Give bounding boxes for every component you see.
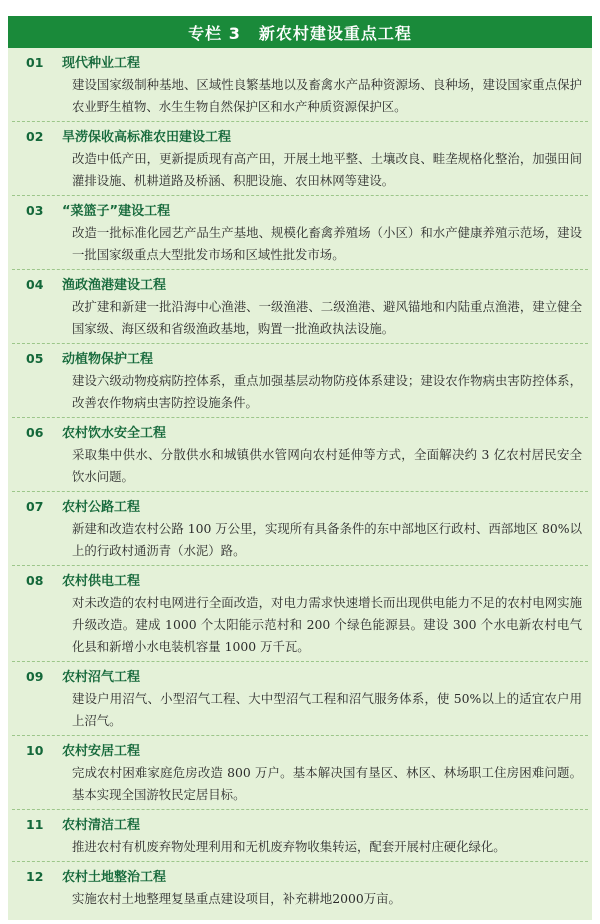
item-title: 渔政渔港建设工程 xyxy=(62,278,167,293)
feature-box xyxy=(8,16,592,920)
item-number: 03 xyxy=(26,203,44,218)
item-number: 05 xyxy=(26,351,44,366)
item-title: 农村安居工程 xyxy=(62,744,141,759)
box-title: 新农村建设重点工程 xyxy=(258,23,412,43)
item-number: 12 xyxy=(26,869,44,884)
item-description: 建设六级动物疫病防控体系，重点加强基层动物防疫体系建设；建设农作物病虫害防控体系，改善农作物病虫害防控设施条件。 xyxy=(72,373,582,410)
list-item xyxy=(12,48,588,122)
item-title: 农村供电工程 xyxy=(62,574,141,589)
list-item xyxy=(12,810,588,862)
item-title: “菜篮子”建设工程 xyxy=(62,204,171,219)
box-header xyxy=(8,16,592,48)
list-item xyxy=(12,566,588,662)
list-item xyxy=(12,344,588,418)
item-description: 完成农村困难家庭危房改造 800 万户。基本解决国有垦区、林区、林场职工住房困难问题。基本实现全国游牧民定居目标。 xyxy=(72,765,582,802)
list-item xyxy=(12,862,588,913)
item-title: 农村饮水安全工程 xyxy=(62,426,167,441)
item-description: 采取集中供水、分散供水和城镇供水管网向农村延伸等方式，全面解决约 3 亿农村居民安全饮水问题。 xyxy=(72,447,582,484)
list-item xyxy=(12,736,588,810)
item-title: 动植物保护工程 xyxy=(62,352,154,367)
list-item xyxy=(12,122,588,196)
item-number: 10 xyxy=(26,743,44,758)
item-description: 对未改造的农村电网进行全面改造，对电力需求快速增长而出现供电能力不足的农村电网实施升级改造。建成 1000 个太阳能示范村和 200 个绿色能源县。建设 300 个水电新农村电气化县和新增小水电装机容量 1000 万千瓦。 xyxy=(72,595,582,654)
project-list xyxy=(8,48,592,913)
item-number: 08 xyxy=(26,573,44,588)
item-number: 07 xyxy=(26,499,44,514)
item-title: 现代种业工程 xyxy=(62,56,141,71)
item-number: 04 xyxy=(26,277,44,292)
item-description: 建设国家级制种基地、区域性良繁基地以及畜禽水产品种资源场、良种场，建设国家重点保护农业野生植物、水生生物自然保护区和水产种质资源保护区。 xyxy=(72,77,582,114)
item-title: 农村沼气工程 xyxy=(62,670,141,685)
item-description: 改造一批标准化园艺产品生产基地、规模化畜禽养殖场（小区）和水产健康养殖示范场，建设一批国家级重点大型批发市场和区域性批发市场。 xyxy=(72,225,582,262)
item-number: 06 xyxy=(26,425,44,440)
item-title: 旱涝保收高标准农田建设工程 xyxy=(62,130,232,145)
list-item xyxy=(12,662,588,736)
item-title: 农村清洁工程 xyxy=(62,818,141,833)
item-number: 01 xyxy=(26,55,44,70)
list-item xyxy=(12,196,588,270)
item-description: 改造中低产田，更新提质现有高产田，开展土地平整、土壤改良、畦垄规格化整治，加强田间灌排设施、机耕道路及桥涵、积肥设施、农田林网等建设。 xyxy=(72,151,582,188)
item-number: 09 xyxy=(26,669,44,684)
item-description: 建设户用沼气、小型沼气工程、大中型沼气工程和沼气服务体系，使 50%以上的适宜农户用上沼气。 xyxy=(72,691,582,728)
item-number: 11 xyxy=(26,817,44,832)
list-item xyxy=(12,492,588,566)
item-description: 新建和改造农村公路 100 万公里，实现所有具备条件的东中部地区行政村、西部地区 80%以上的行政村通沥青（水泥）路。 xyxy=(72,521,582,558)
item-title: 农村公路工程 xyxy=(62,500,141,515)
item-title: 农村土地整治工程 xyxy=(62,870,167,885)
list-item xyxy=(12,270,588,344)
item-description: 改扩建和新建一批沿海中心渔港、一级渔港、二级渔港、避风锚地和内陆重点渔港，建立健全国家级、海区级和省级渔政基地，购置一批渔政执法设施。 xyxy=(72,299,582,336)
item-description: 推进农村有机废弃物处理利用和无机废弃物收集转运，配套开展村庄硬化绿化。 xyxy=(72,839,506,854)
item-description: 实施农村土地整理复垦重点建设项目，补充耕地2000万亩。 xyxy=(72,891,401,906)
list-item xyxy=(12,418,588,492)
box-label: 专栏 3 xyxy=(188,23,241,43)
item-number: 02 xyxy=(26,129,44,144)
